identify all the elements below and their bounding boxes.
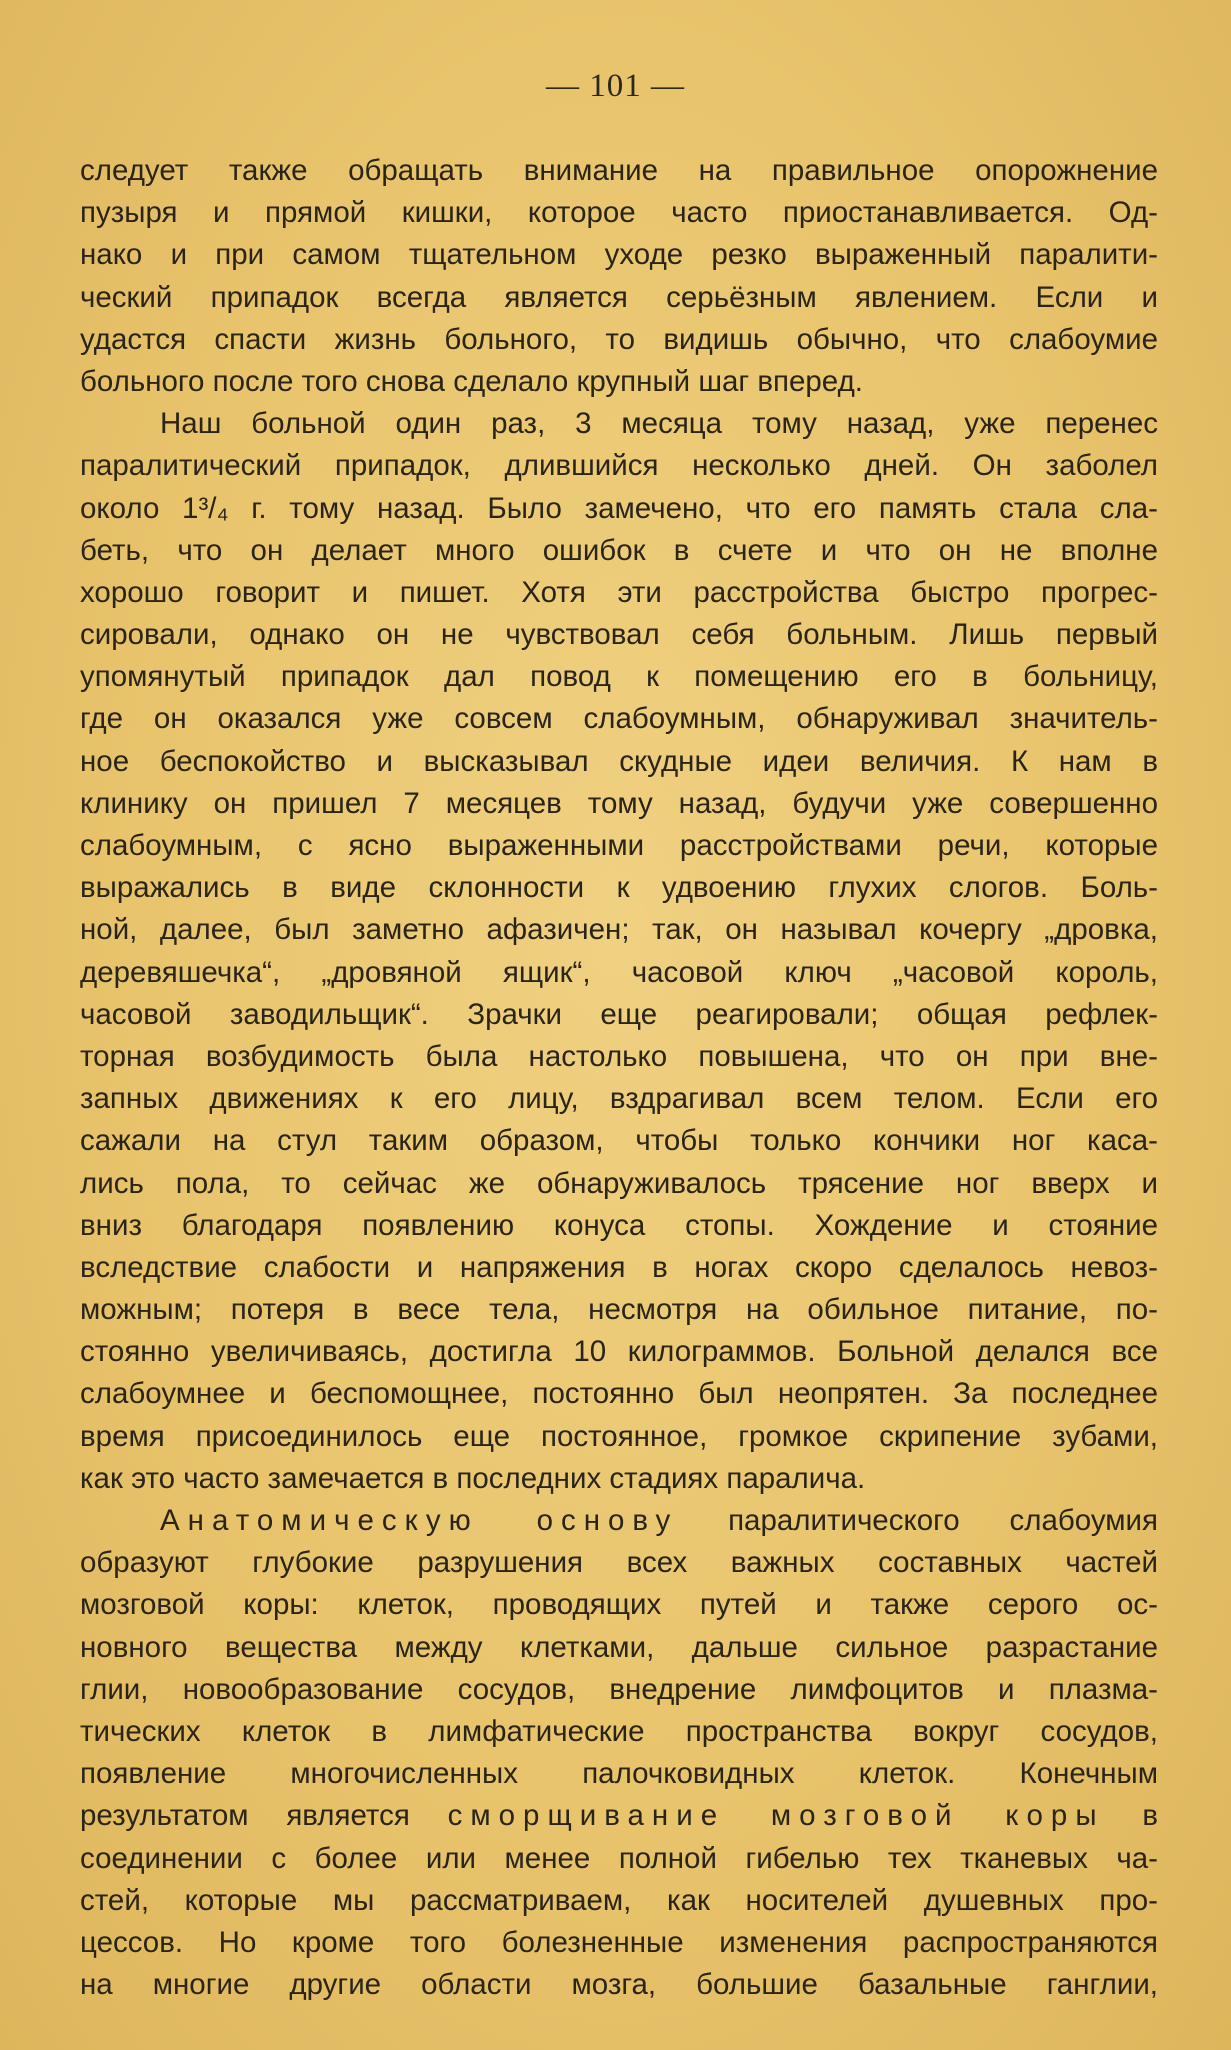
text-line: паралитический припадок, длившийся несколько дней. Он заболел	[80, 449, 1158, 483]
text-line: вследствие слабости и напряжения в ногах скоро сделалось невоз-	[80, 1250, 1158, 1284]
text-line: тических клеток в лимфатические пространства вокруг сосудов,	[80, 1714, 1158, 1748]
text-line: Анатомическую основу паралитического слабоумия	[160, 1504, 1158, 1537]
text-line: ное беспокойство и высказывал скудные идеи величия. К нам в	[80, 744, 1158, 778]
text-line: нако и при самом тщательном уходе резко выраженный паралити-	[80, 238, 1158, 272]
text-line: стей, которые мы рассматриваем, как носителей душевных про-	[80, 1883, 1158, 1917]
text-line: Наш больной один раз, 3 месяца тому назад, уже перенес	[160, 407, 1158, 441]
text-line: клинику он пришел 7 месяцев тому назад, будучи уже совершенно	[80, 786, 1158, 820]
text-line: образуют глубокие разрушения всех важных составных частей	[80, 1546, 1158, 1580]
page-number: — 101 —	[546, 68, 685, 104]
text-line: торная возбудимость была настолько повышена, что он при вне-	[80, 1039, 1158, 1073]
text-line: где он оказался уже совсем слабоумным, обнаруживал значитель-	[80, 702, 1158, 736]
text-line: следует также обращать внимание на правильное опорожнение	[80, 154, 1158, 187]
body-text	[80, 150, 1158, 2006]
text-line: вниз благодаря появлению конуса стопы. Хождение и стояние	[80, 1208, 1158, 1242]
text-line: ной, далее, был заметно афазичен; так, он называл кочергу „дровка,	[80, 913, 1158, 947]
text-line: глии, новообразование сосудов, внедрение лимфоцитов и плазма-	[80, 1672, 1158, 1706]
text-line: новного вещества между клетками, дальше сильное разрастание	[80, 1630, 1158, 1664]
text-line: запных движениях к его лицу, вздрагивал всем телом. Если его	[80, 1082, 1158, 1116]
text-line: слабоумным, с ясно выраженными расстройствами речи, которые	[80, 829, 1158, 862]
text-line: часовой заводильщик“. Зрачки еще реагировали; общая рефлек-	[80, 997, 1158, 1031]
text-line: ческий припадок всегда является серьёзным явлением. Если и	[80, 280, 1158, 314]
text-line: сажали на стул таким образом, чтобы только кончики ног каса-	[80, 1124, 1158, 1158]
text-line: результатом является сморщивание мозговой коры в	[80, 1799, 1158, 1833]
text-line: хорошо говорит и пишет. Хотя эти расстройства быстро прогрес-	[80, 575, 1158, 609]
text-line: стоянно увеличиваясь, достигла 10 килограммов. Больной делался все	[80, 1335, 1158, 1369]
text-line: упомянутый припадок дал повод к помещению его в больницу,	[80, 660, 1158, 694]
text-line: выражались в виде склонности к удвоению глухих слогов. Боль-	[80, 871, 1158, 905]
text-line: на многие другие области мозга, большие базальные ганглии,	[80, 1968, 1158, 2002]
text-line: время присоединилось еще постоянное, громкое скрипение зубами,	[80, 1419, 1158, 1453]
text-line: беть, что он делает много ошибок в счете и что он не вполне	[80, 533, 1158, 567]
text-line: появление многочисленных палочковидных клеток. Конечным	[80, 1757, 1158, 1791]
text-line: цессов. Но кроме того болезненные изменения распространяются	[80, 1925, 1158, 1959]
text-line: соединении с более или менее полной гибелью тех тканевых ча-	[80, 1841, 1158, 1875]
text-line: больного после того снова сделало крупный шаг вперед.	[80, 364, 863, 398]
text-line: лись пола, то сейчас же обнаруживалось трясение ног вверх и	[80, 1166, 1158, 1200]
text-line: сировали, однако он не чувствовал себя больным. Лишь первый	[80, 618, 1158, 652]
text-line: пузыря и прямой кишки, которое часто приостанавливается. Од-	[80, 196, 1158, 230]
text-line: как это часто замечается в последних стадиях паралича.	[80, 1461, 866, 1495]
text-line: около 1³/₄ г. тому назад. Было замечено, что его память стала сла-	[80, 491, 1158, 525]
text-line: деревяшечка“, „дровяной ящик“, часовой ключ „часовой король,	[80, 955, 1158, 989]
text-line: можным; потеря в весе тела, несмотря на обильное питание, по-	[80, 1293, 1158, 1327]
text-line: удастся спасти жизнь больного, то видишь обычно, что слабоумие	[80, 322, 1158, 356]
text-line: мозговой коры: клеток, проводящих путей и также серого ос-	[80, 1588, 1158, 1622]
text-line: слабоумнее и беспомощнее, постоянно был неопрятен. За последнее	[80, 1377, 1158, 1411]
